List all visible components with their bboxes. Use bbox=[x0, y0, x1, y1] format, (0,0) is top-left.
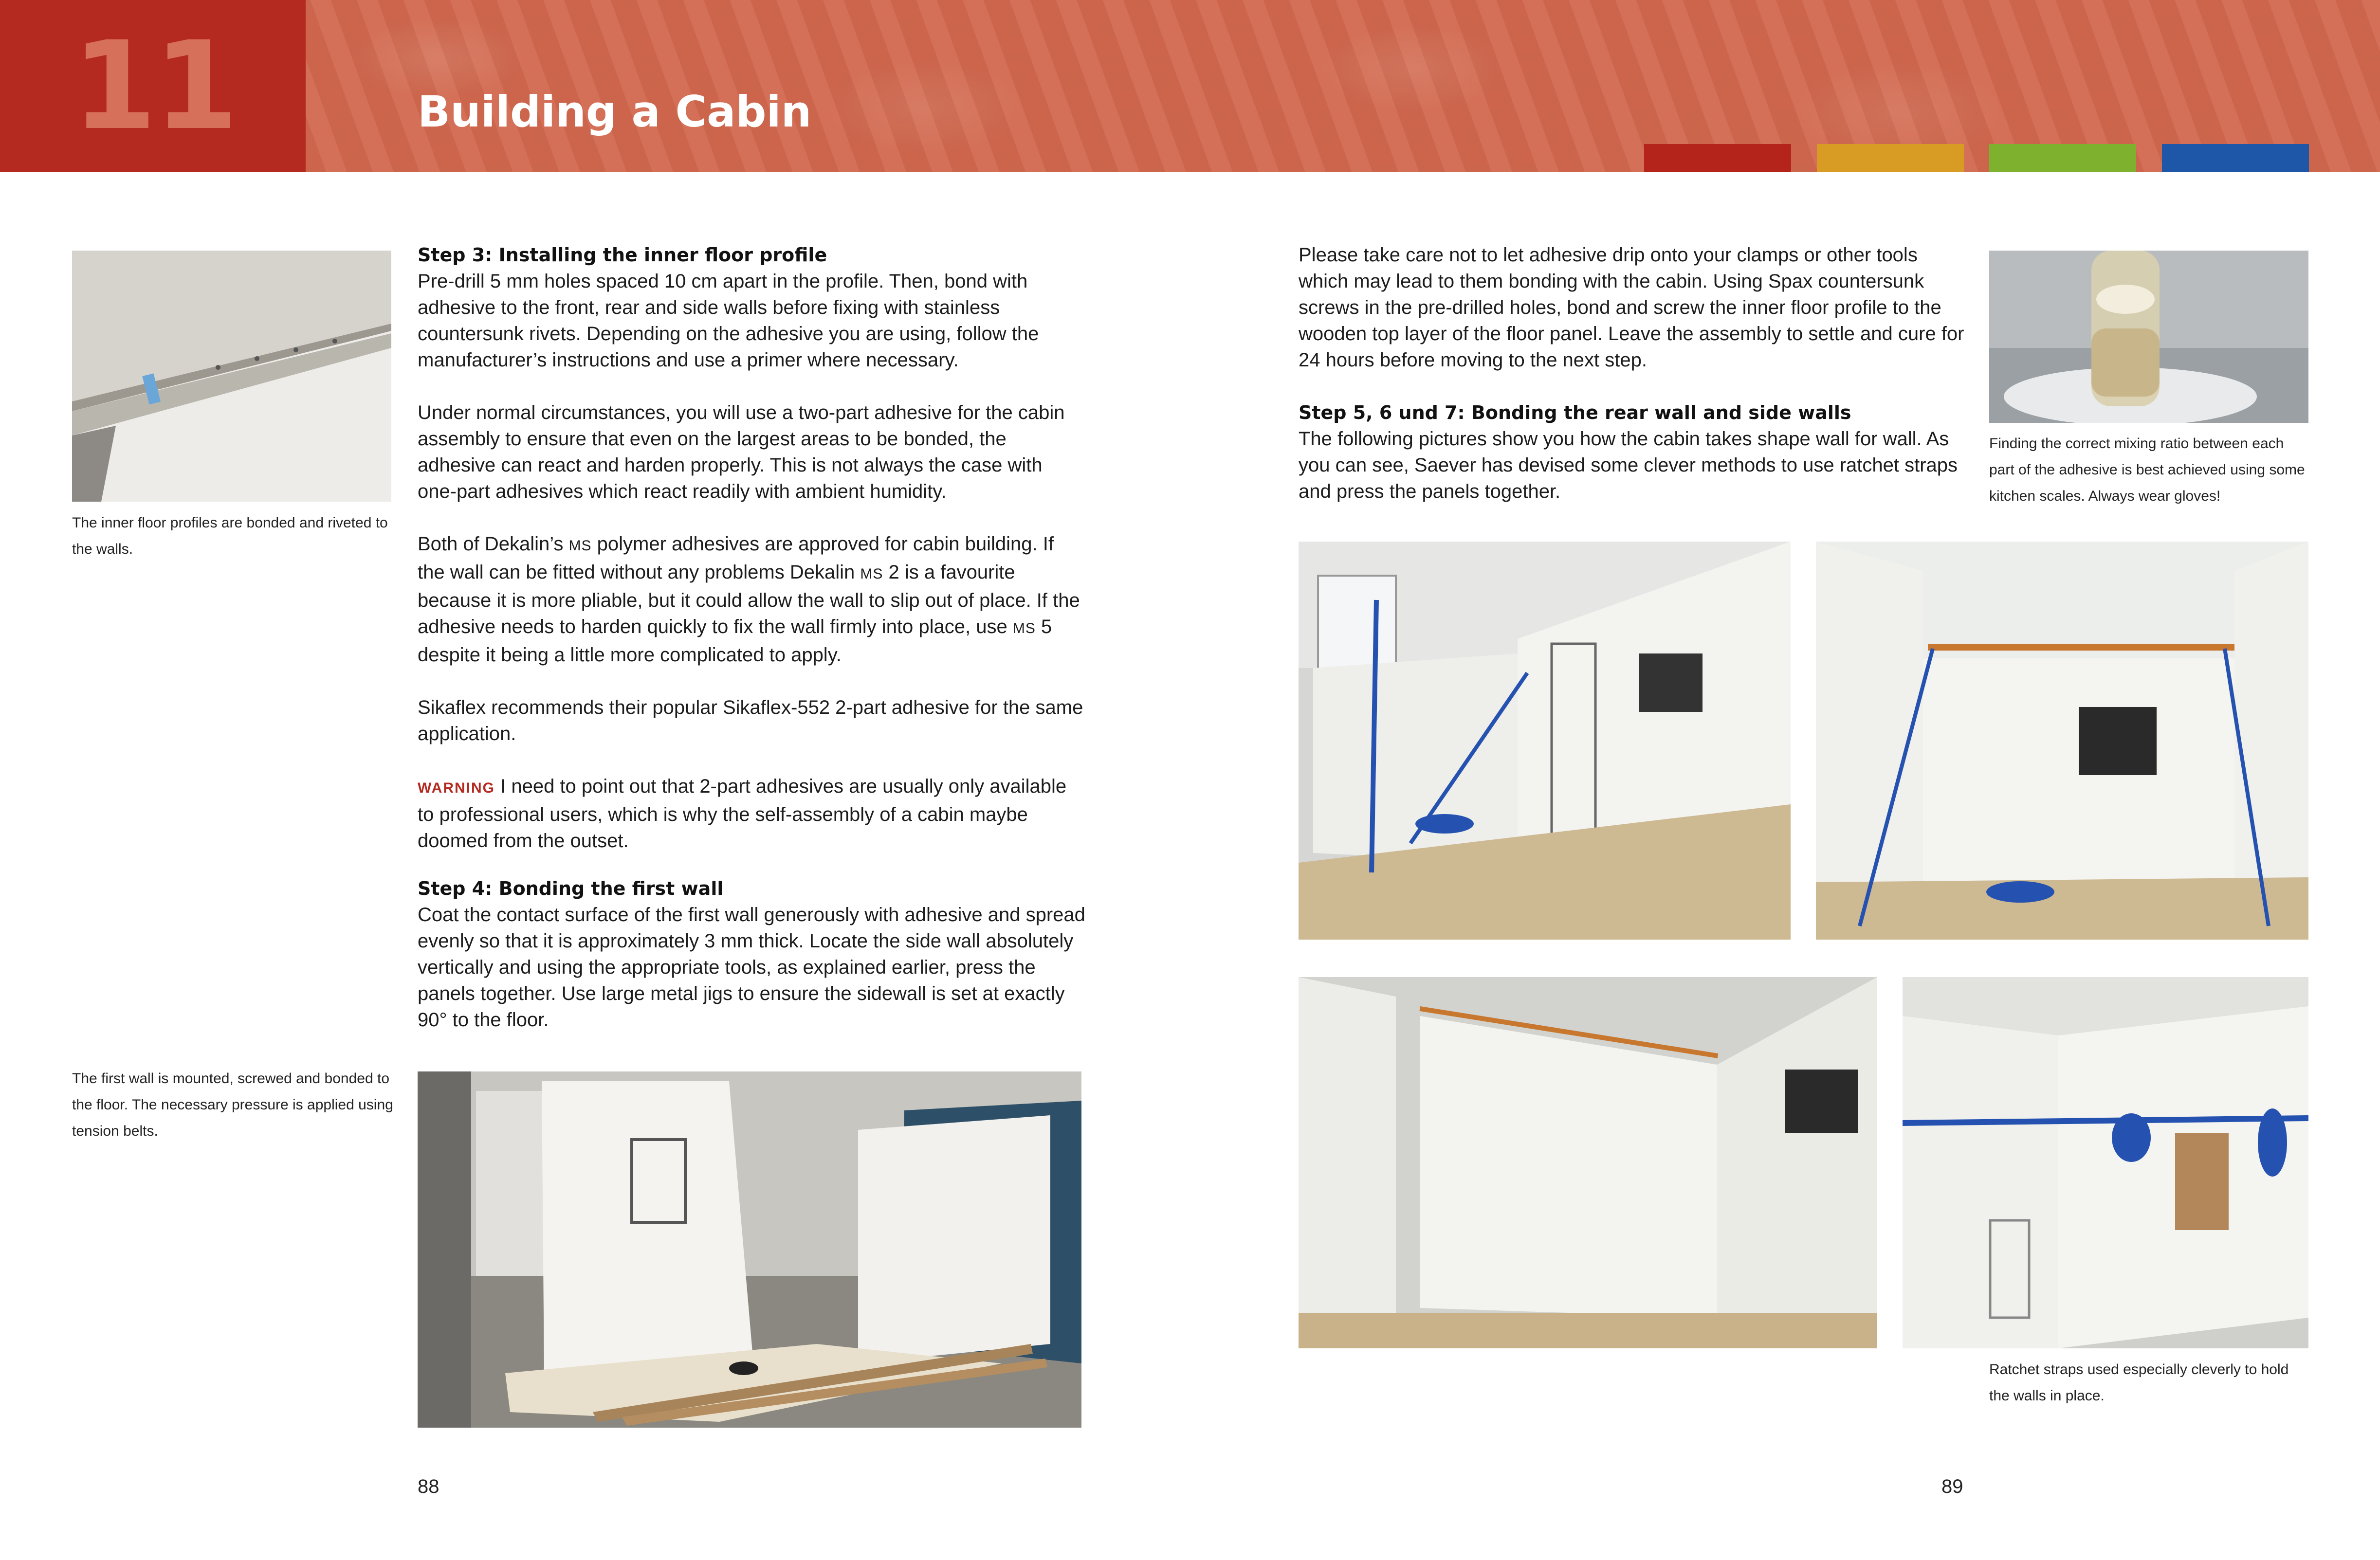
p3-ms-1: MS bbox=[568, 538, 592, 554]
photo-first-wall bbox=[418, 1071, 1081, 1428]
caption-floor-profile: The inner floor profiles are bonded and riveted to the walls. bbox=[72, 515, 388, 557]
chapter-title: Building a Cabin bbox=[418, 87, 812, 137]
photo-rear-wall-2 bbox=[1816, 542, 2308, 940]
color-tab-red bbox=[1644, 144, 1791, 172]
photo-side-wall-1 bbox=[1299, 977, 1877, 1348]
photo-side-wall-2 bbox=[1903, 977, 2308, 1348]
p3-text-b: polymer adhesives are approved for cabin building. If the wall can be fitted without any problems Dekalin bbox=[418, 533, 1054, 583]
photo-rear-wall-1 bbox=[1299, 542, 1791, 940]
heading-step-5-6-7: Step 5, 6 und 7: Bonding the rear wall and side walls bbox=[1299, 402, 1851, 423]
right-text-column bbox=[1299, 242, 1969, 531]
photo-adhesive-mixing bbox=[1989, 251, 2308, 423]
warning-label: WARNING bbox=[418, 780, 495, 796]
warning-paragraph bbox=[418, 773, 1085, 854]
p3-ms-3: MS bbox=[1012, 620, 1036, 636]
color-tab-orange bbox=[1817, 144, 1964, 172]
heading-step-3: Step 3: Installing the inner floor profile bbox=[418, 244, 827, 266]
step4-paragraph-1: Coat the contact surface of the first wall generously with adhesive and spread evenly so that it is approximately 3 mm thick. Locate the side wall absolutely vertically and using the appropriate tools, as explained earlier, press the panels together. Use large metal jigs to ensure the sidewall is set at exactly 90° to the floor. bbox=[418, 904, 1085, 1031]
p3-text-c: 2 is a favourite because it is more pliable, but it could allow the wall to slip out of place. If the adhesive needs to harden quickly to fix the wall firmly into place, use bbox=[418, 562, 1080, 637]
caption-ratchet-straps: Ratchet straps used especially cleverly to hold the walls in place. bbox=[1989, 1361, 2289, 1404]
color-tab-green bbox=[1989, 144, 2136, 172]
step3-paragraph-2: Under normal circumstances, you will use a two-part adhesive for the cabin assembly to ensure that even on the largest areas to be bonded, the adhesive can react and harden properly. This is not always the case with one-part adhesives which react readily with ambient humidity. bbox=[418, 402, 1065, 502]
step3-paragraph-3 bbox=[418, 531, 1085, 668]
step567-paragraph-1: The following pictures show you how the cabin takes shape wall for wall. As you can see, Saever has devised some clever methods to use ratchet straps and press the panels together. bbox=[1299, 428, 1958, 502]
caption-mixing: Finding the correct mixing ratio between each part of the adhesive is best achieved using some kitchen scales. Always wear gloves! bbox=[1989, 435, 2305, 504]
step3-paragraph-1: Pre-drill 5 mm holes spaced 10 cm apart in the profile. Then, bond with adhesive to the front, rear and side walls before fixing with stainless countersunk rivets. Depending on the adhesive you are using, follow the manufacturer’s instructions and use a primer where necessary. bbox=[418, 271, 1039, 371]
p3-text-d: 5 despite it being a little more complicated to apply. bbox=[418, 616, 1052, 666]
caption-first-wall: The first wall is mounted, screwed and bonded to the floor. The necessary pressure is applied using tension belts. bbox=[72, 1070, 393, 1139]
left-text-column bbox=[418, 242, 1085, 1059]
chapter-number: 11 bbox=[72, 15, 236, 157]
right-intro-paragraph: Please take care not to let adhesive drip onto your clamps or other tools which may lead to them bonding with the cabin. Using Spax countersunk screws in the pre-drilled holes, bond and screw the inner floor profile to the wooden top layer of the floor panel. Leave the assembly to settle and cure for 24 hours before moving to the next step. bbox=[1299, 244, 1964, 371]
color-tab-blue bbox=[2162, 144, 2309, 172]
p3-ms-2: MS bbox=[860, 566, 883, 582]
photo-floor-profile bbox=[72, 251, 391, 502]
step3-paragraph-4: Sikaflex recommends their popular Sikaflex-552 2-part adhesive for the same application. bbox=[418, 697, 1083, 744]
chapter-header-band bbox=[0, 0, 2380, 172]
warning-text: I need to point out that 2-part adhesives are usually only available to professional users, which is why the self-assembly of a cabin maybe doomed from the outset. bbox=[418, 776, 1067, 852]
page-number-left: 88 bbox=[418, 1476, 439, 1497]
heading-step-4: Step 4: Bonding the first wall bbox=[418, 878, 724, 899]
p3-text-a: Both of Dekalin’s bbox=[418, 533, 569, 555]
chapter-number-box bbox=[0, 0, 306, 172]
page-number-right: 89 bbox=[1941, 1476, 1963, 1497]
